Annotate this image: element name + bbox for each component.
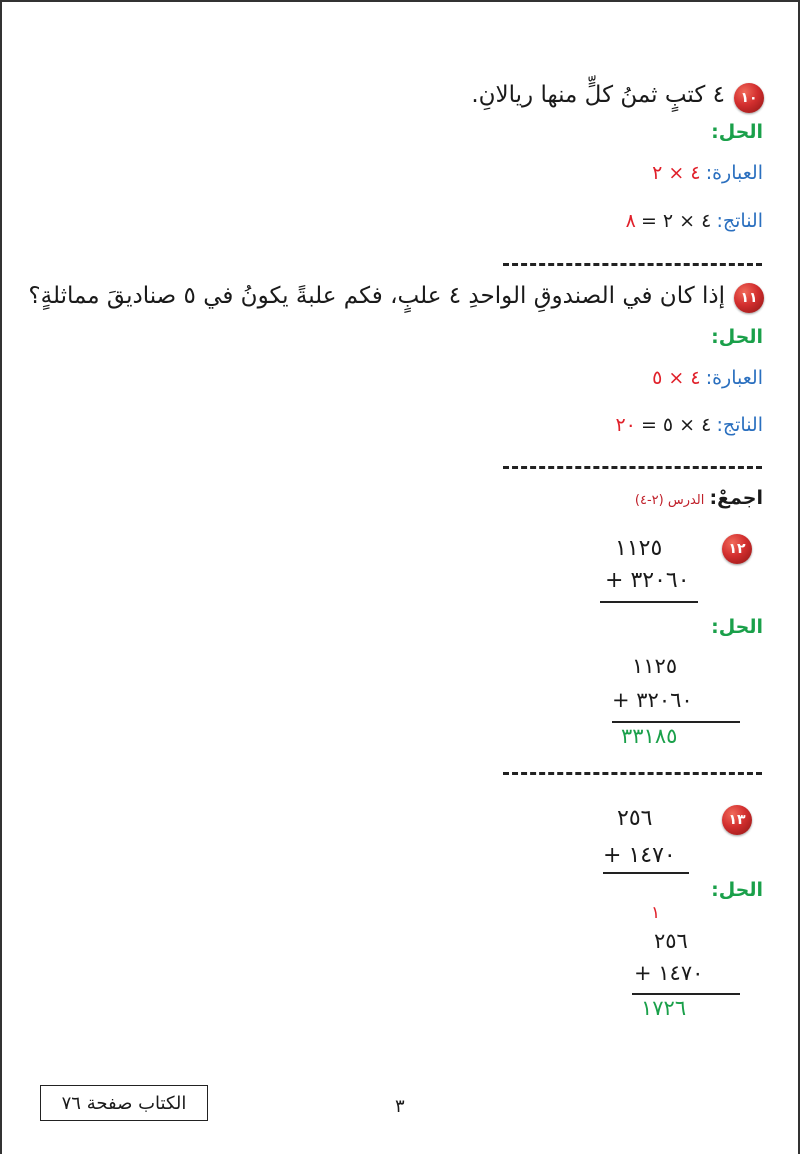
question-11-text: إذا كان في الصندوقِ الواحدِ ٤ علبٍ، فكم علبةً يكونُ في ٥ صناديقَ مماثلةٍ؟ (28, 283, 725, 309)
result-label: الناتج: (716, 414, 763, 436)
section-header (635, 487, 763, 509)
question-10-text: ٤ كتبٍ ثمنُ كلٍّ منها ريالانِ. (471, 82, 725, 108)
dashed-separator (503, 772, 762, 775)
solution-top: ٢٥٦ (654, 929, 688, 953)
result-label: الناتج: (716, 210, 763, 232)
question-number-badge: ١٣ (722, 805, 752, 835)
expression-line (652, 162, 763, 184)
expression-label: العبارة: (705, 367, 763, 389)
sum-rule (632, 993, 740, 995)
question-number-badge: ١١ (734, 283, 764, 313)
addend-bottom: + ١٤٧٠ (603, 843, 676, 868)
book-reference-box (40, 1085, 208, 1121)
page-number: ٣ (395, 1096, 405, 1117)
result-line (626, 210, 763, 232)
question-number-badge: ١٠ (734, 83, 764, 113)
expression-value: ٤ × ٥ (652, 367, 701, 389)
result-line (615, 414, 763, 436)
question-number-badge: ١٢ (722, 534, 752, 564)
lesson-reference: الدرس (٢-٤) (634, 493, 705, 508)
solution-label: الحل: (711, 121, 763, 143)
result-equation: ٤ × ٥ = (640, 414, 712, 436)
dashed-separator (503, 263, 762, 266)
solution-top: ١١٢٥ (632, 654, 678, 678)
addend-top: ٢٥٦ (617, 806, 653, 831)
solution-label: الحل: (711, 616, 763, 638)
carry-digit: ١ (651, 903, 661, 923)
result-value: ٢٠ (615, 414, 636, 436)
sum-rule (603, 872, 689, 874)
expression-value: ٤ × ٢ (652, 162, 701, 184)
solution-bottom: + ١٤٧٠ (634, 961, 704, 985)
solution-result: ٣٣١٨٥ (621, 724, 678, 748)
addend-top: ١١٢٥ (615, 536, 663, 561)
section-title: اجمعْ: (709, 487, 763, 509)
solution-label: الحل: (711, 326, 763, 348)
expression-label: العبارة: (705, 162, 763, 184)
dashed-separator (503, 466, 762, 469)
sum-rule (612, 721, 740, 723)
expression-line (652, 367, 763, 389)
sum-rule (600, 601, 698, 603)
solution-label: الحل: (711, 879, 763, 901)
solution-result: ١٧٢٦ (641, 996, 687, 1020)
result-equation: ٤ × ٢ = (640, 210, 712, 232)
solution-bottom: + ٣٢٠٦٠ (612, 688, 693, 712)
addend-bottom: + ٣٢٠٦٠ (605, 568, 690, 593)
result-value: ٨ (625, 210, 636, 232)
book-reference: الكتاب صفحة ٧٦ (61, 1092, 187, 1114)
